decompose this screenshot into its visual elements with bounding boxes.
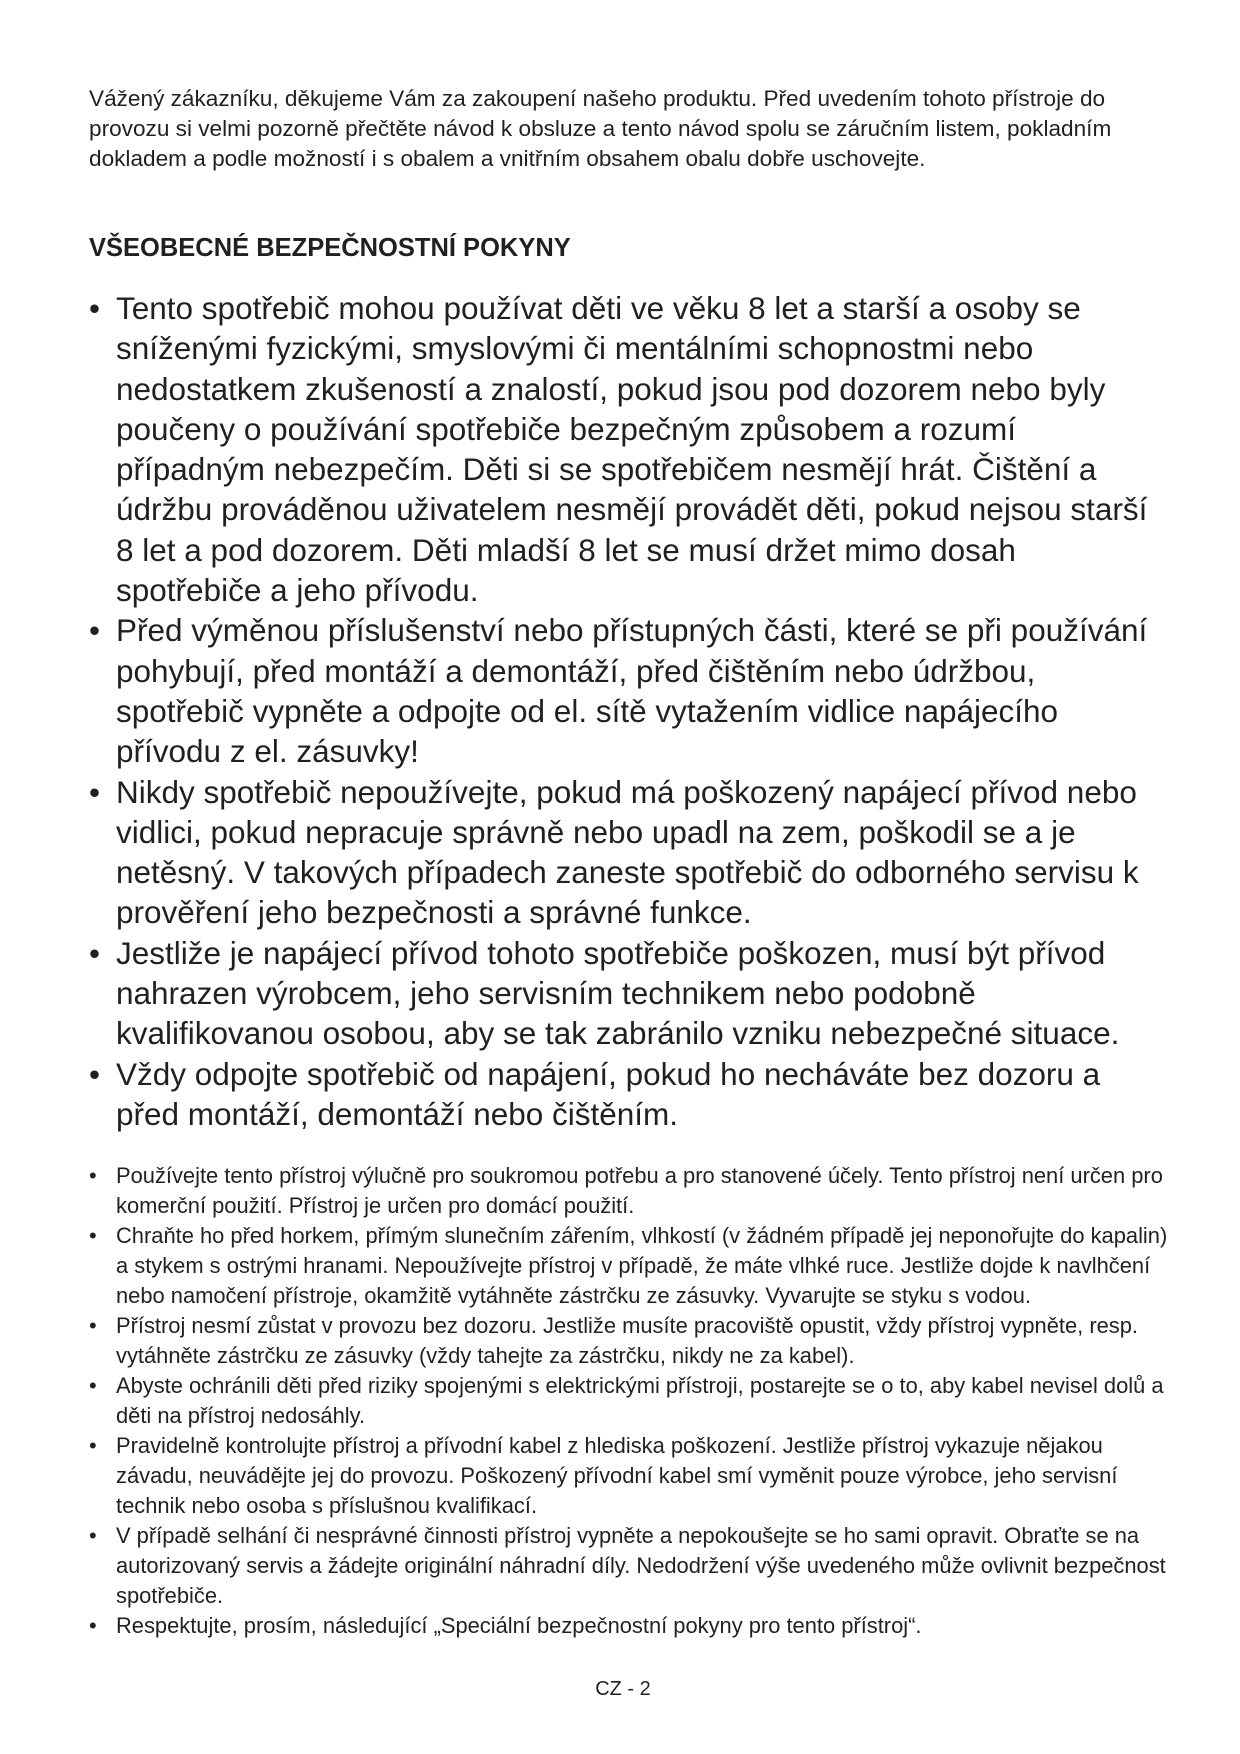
small-safety-item: • V případě selhání či nesprávné činnosti přístroj vypněte a nepokoušejte se ho sami opravit. Obraťte se na autorizovaný servis a žádejte originální náhradní díly. Nedodržení výše uvedeného může ovlivnit bezpečnost spotřebiče. bbox=[89, 1521, 1169, 1611]
document-page bbox=[89, 84, 1168, 1700]
large-safety-item: • Jestliže je napájecí přívod tohoto spotřebiče poškozen, musí být přívod nahrazen výrobcem, jeho servisním technikem nebo podobně kvalifikovanou osobou, aby se tak zabránilo vzniku nebezpečné situace. bbox=[89, 933, 1169, 1054]
small-safety-item: • Abyste ochránili děti před riziky spojenými s elektrickými přístroji, postarejte se o to, aby kabel nevisel dolů a děti na přístroj nedosáhly. bbox=[89, 1371, 1169, 1431]
small-safety-item: • Chraňte ho před horkem, přímým slunečním zářením, vlhkostí (v žádném případě jej neponořujte do kapalin) a stykem s ostrými hranami. Nepoužívejte přístroj v případě, že máte vlhké ruce. Jestliže dojde k navlhčení nebo namočení přístroje, okamžitě vytáhněte zástrčku ze zásuvky. Vyvarujte se styku s vodou. bbox=[89, 1221, 1169, 1311]
small-safety-list bbox=[89, 1161, 1169, 1641]
small-safety-item: • Přístroj nesmí zůstat v provozu bez dozoru. Jestliže musíte pracoviště opustit, vždy přístroj vypněte, resp. vytáhněte zástrčku ze zásuvky (vždy tahejte za zástrčku, nikdy ne za kabel). bbox=[89, 1311, 1169, 1371]
section-heading: VŠEOBECNÉ BEZPEČNOSTNÍ POKYNY bbox=[89, 234, 571, 262]
page-number: CZ - 2 bbox=[595, 1678, 651, 1700]
large-safety-item: • Před výměnou příslušenství nebo přístupných části, které se při používání pohybují, před montáží a demontáží, před čištěním nebo údržbou, spotřebič vypněte a odpojte od el. sítě vytažením vidlice napájecího přívodu z el. zásuvky! bbox=[89, 610, 1169, 771]
small-safety-item: • Pravidelně kontrolujte přístroj a přívodní kabel z hlediska poškození. Jestliže přístroj vykazuje nějakou závadu, neuvádějte jej do provozu. Poškozený přívodní kabel smí vyměnit pouze výrobce, jeho servisní technik nebo osoba s příslušnou kvalifikací. bbox=[89, 1431, 1169, 1521]
large-safety-item: • Nikdy spotřebič nepoužívejte, pokud má poškozený napájecí přívod nebo vidlici, pokud nepracuje správně nebo upadl na zem, poškodil se a je netěsný. V takových případech zaneste spotřebič do odborného servisu k prověření jeho bezpečnosti a správné funkce. bbox=[89, 772, 1169, 933]
small-safety-item: • Používejte tento přístroj výlučně pro soukromou potřebu a pro stanovené účely. Tento přístroj není určen pro komerční použití. Přístroj je určen pro domácí použití. bbox=[89, 1161, 1169, 1221]
intro-paragraph: Vážený zákazníku, děkujeme Vám za zakoupení našeho produktu. Před uvedením tohoto přístroje do provozu si velmi pozorně přečtěte návod k obsluze a tento návod spolu se záručním listem, pokladním dokladem a podle možností i s obalem a vnitřním obsahem obalu dobře uschovejte. bbox=[89, 86, 1112, 171]
large-safety-list bbox=[89, 288, 1169, 1134]
large-safety-item: • Tento spotřebič mohou používat děti ve věku 8 let a starší a osoby se sníženými fyzickými, smyslovými či mentálními schopnostmi nebo nedostatkem zkušeností a znalostí, pokud jsou pod dozorem nebo byly poučeny o používání spotřebiče bezpečným způsobem a rozumí případným nebezpečím. Děti si se spotřebičem nesmějí hrát. Čištění a údržbu prováděnou uživatelem nesmějí provádět děti, pokud nejsou starší 8 let a pod dozorem. Děti mladší 8 let se musí držet mimo dosah spotřebiče a jeho přívodu. bbox=[89, 288, 1169, 610]
large-safety-item: • Vždy odpojte spotřebič od napájení, pokud ho necháváte bez dozoru a před montáží, demontáží nebo čištěním. bbox=[89, 1054, 1169, 1135]
small-safety-item: • Respektujte, prosím, následující „Speciální bezpečnostní pokyny pro tento přístroj“. bbox=[89, 1611, 1169, 1641]
